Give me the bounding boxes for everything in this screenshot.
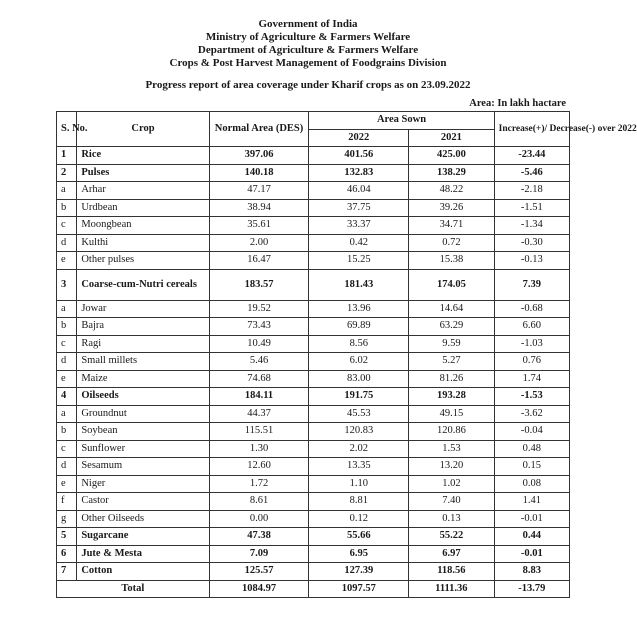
row-crop: Castor [77, 493, 209, 511]
row-normal-area: 184.11 [209, 388, 309, 406]
row-area-2022: 8.81 [309, 493, 409, 511]
row-sno: 1 [57, 147, 77, 165]
row-change: 6.60 [494, 318, 569, 336]
row-normal-area: 38.94 [209, 199, 309, 217]
row-area-2021: 48.22 [409, 182, 495, 200]
row-change: 0.48 [494, 440, 569, 458]
area-unit-note: Area: In lakh hactare [469, 98, 566, 109]
table-row [57, 475, 570, 493]
table-row [57, 405, 570, 423]
total-normal-area: 1084.97 [209, 580, 309, 598]
row-crop: Rice [77, 147, 209, 165]
row-change: -1.03 [494, 335, 569, 353]
row-area-2022: 191.75 [309, 388, 409, 406]
row-normal-area: 5.46 [209, 353, 309, 371]
row-sno: 6 [57, 545, 77, 563]
row-area-2021: 15.38 [409, 252, 495, 270]
row-sno: 4 [57, 388, 77, 406]
header-government: Government of India [258, 18, 358, 30]
row-area-2021: 5.27 [409, 353, 495, 371]
row-change: -1.34 [494, 217, 569, 235]
table-row [57, 423, 570, 441]
row-normal-area: 73.43 [209, 318, 309, 336]
row-area-2021: 7.40 [409, 493, 495, 511]
row-normal-area: 12.60 [209, 458, 309, 476]
row-change: -0.04 [494, 423, 569, 441]
table-row [57, 234, 570, 252]
row-area-2022: 1.10 [309, 475, 409, 493]
table-row [57, 217, 570, 235]
row-area-2021: 55.22 [409, 528, 495, 546]
row-normal-area: 74.68 [209, 370, 309, 388]
row-change: -0.30 [494, 234, 569, 252]
table-row [57, 252, 570, 270]
total-label: Total [57, 580, 210, 598]
row-normal-area: 115.51 [209, 423, 309, 441]
total-area-2021: 1111.36 [409, 580, 495, 598]
row-area-2022: 132.83 [309, 164, 409, 182]
row-crop: Urdbean [77, 199, 209, 217]
table-row [57, 147, 570, 165]
row-area-2021: 13.20 [409, 458, 495, 476]
row-area-2022: 83.00 [309, 370, 409, 388]
row-area-2022: 401.56 [309, 147, 409, 165]
row-crop: Arhar [77, 182, 209, 200]
row-change: 8.83 [494, 563, 569, 581]
row-change: -2.18 [494, 182, 569, 200]
row-sno: f [57, 493, 77, 511]
row-change: 0.76 [494, 353, 569, 371]
row-area-2022: 37.75 [309, 199, 409, 217]
row-sno: d [57, 234, 77, 252]
table-row [57, 388, 570, 406]
row-crop: Ragi [77, 335, 209, 353]
row-crop: Kulthi [77, 234, 209, 252]
table-row [57, 182, 570, 200]
row-crop: Maize [77, 370, 209, 388]
row-sno: b [57, 318, 77, 336]
row-area-2022: 55.66 [309, 528, 409, 546]
row-sno: g [57, 510, 77, 528]
header-division: Crops & Post Harvest Management of Foodgrains Division [169, 57, 447, 69]
kharif-area-table [56, 111, 637, 598]
row-change: 1.74 [494, 370, 569, 388]
row-sno: 2 [57, 164, 77, 182]
row-change: -0.01 [494, 510, 569, 528]
row-sno: d [57, 353, 77, 371]
row-area-2021: 81.26 [409, 370, 495, 388]
row-area-2022: 0.12 [309, 510, 409, 528]
row-normal-area: 183.57 [209, 269, 309, 300]
header-crop: Crop [77, 112, 209, 147]
row-change: -0.68 [494, 300, 569, 318]
table-row [57, 335, 570, 353]
row-crop: Groundnut [77, 405, 209, 423]
row-sno: d [57, 458, 77, 476]
row-sno: b [57, 199, 77, 217]
row-sno: c [57, 335, 77, 353]
row-area-2022: 45.53 [309, 405, 409, 423]
row-area-2021: 118.56 [409, 563, 495, 581]
row-area-2021: 425.00 [409, 147, 495, 165]
row-normal-area: 397.06 [209, 147, 309, 165]
total-area-2022: 1097.57 [309, 580, 409, 598]
row-area-2022: 13.35 [309, 458, 409, 476]
row-change: 7.39 [494, 269, 569, 300]
row-crop: Small millets [77, 353, 209, 371]
row-area-2021: 6.97 [409, 545, 495, 563]
row-crop: Cotton [77, 563, 209, 581]
row-crop: Soybean [77, 423, 209, 441]
table-row [57, 318, 570, 336]
row-area-2021: 9.59 [409, 335, 495, 353]
row-area-2021: 0.13 [409, 510, 495, 528]
row-crop: Oilseeds [77, 388, 209, 406]
row-area-2022: 8.56 [309, 335, 409, 353]
row-area-2022: 6.95 [309, 545, 409, 563]
row-sno: b [57, 423, 77, 441]
row-area-2022: 127.39 [309, 563, 409, 581]
table-row [57, 370, 570, 388]
row-sno: e [57, 370, 77, 388]
row-crop: Other pulses [77, 252, 209, 270]
table-row [57, 300, 570, 318]
row-normal-area: 140.18 [209, 164, 309, 182]
header-sno: S. No. [57, 112, 77, 147]
table-row [57, 199, 570, 217]
row-area-2021: 39.26 [409, 199, 495, 217]
row-normal-area: 7.09 [209, 545, 309, 563]
row-area-2022: 15.25 [309, 252, 409, 270]
table-header-row [57, 112, 570, 130]
row-area-2022: 33.37 [309, 217, 409, 235]
row-crop: Other Oilseeds [77, 510, 209, 528]
row-normal-area: 16.47 [209, 252, 309, 270]
row-area-2022: 46.04 [309, 182, 409, 200]
row-change: 1.41 [494, 493, 569, 511]
table-row [57, 164, 570, 182]
table-total-row [57, 580, 570, 598]
row-change: -0.01 [494, 545, 569, 563]
row-crop: Sugarcane [77, 528, 209, 546]
row-change: -1.53 [494, 388, 569, 406]
row-area-2021: 34.71 [409, 217, 495, 235]
row-crop: Pulses [77, 164, 209, 182]
total-change: -13.79 [494, 580, 569, 598]
row-sno: e [57, 475, 77, 493]
table-row [57, 269, 570, 300]
row-change: 0.44 [494, 528, 569, 546]
document-header [0, 18, 616, 92]
header-department: Department of Agriculture & Farmers Welfare [197, 44, 419, 56]
row-sno: a [57, 300, 77, 318]
row-sno: 3 [57, 269, 77, 300]
row-crop: Moongbean [77, 217, 209, 235]
header-ministry: Ministry of Agriculture & Farmers Welfare [205, 31, 411, 43]
row-change: 0.15 [494, 458, 569, 476]
row-area-2022: 0.42 [309, 234, 409, 252]
row-crop: Jowar [77, 300, 209, 318]
row-area-2021: 1.02 [409, 475, 495, 493]
report-title: Progress report of area coverage under Kharif crops as on 23.09.2022 [145, 79, 471, 91]
table-row [57, 510, 570, 528]
row-normal-area: 47.38 [209, 528, 309, 546]
row-normal-area: 1.30 [209, 440, 309, 458]
row-normal-area: 44.37 [209, 405, 309, 423]
row-change: -3.62 [494, 405, 569, 423]
row-crop: Niger [77, 475, 209, 493]
row-crop: Sesamum [77, 458, 209, 476]
table-row [57, 493, 570, 511]
table-row [57, 563, 570, 581]
row-area-2021: 0.72 [409, 234, 495, 252]
row-sno: a [57, 182, 77, 200]
row-area-2022: 181.43 [309, 269, 409, 300]
table-body [57, 147, 570, 598]
row-normal-area: 8.61 [209, 493, 309, 511]
header-change: Increase(+)/ Decrease(-) over 2022 [494, 112, 569, 147]
table-row [57, 528, 570, 546]
row-area-2021: 1.53 [409, 440, 495, 458]
row-change: 0.08 [494, 475, 569, 493]
row-area-2021: 120.86 [409, 423, 495, 441]
table-row [57, 458, 570, 476]
row-area-2021: 193.28 [409, 388, 495, 406]
row-normal-area: 10.49 [209, 335, 309, 353]
header-normal-area: Normal Area (DES) [209, 112, 309, 147]
row-area-2021: 14.64 [409, 300, 495, 318]
row-crop: Jute & Mesta [77, 545, 209, 563]
row-normal-area: 125.57 [209, 563, 309, 581]
header-year-2021: 2021 [409, 129, 495, 147]
row-area-2021: 49.15 [409, 405, 495, 423]
table-row [57, 440, 570, 458]
row-area-2022: 6.02 [309, 353, 409, 371]
table-row [57, 353, 570, 371]
row-normal-area: 35.61 [209, 217, 309, 235]
row-normal-area: 19.52 [209, 300, 309, 318]
row-sno: 7 [57, 563, 77, 581]
row-change: -1.51 [494, 199, 569, 217]
row-sno: c [57, 440, 77, 458]
row-area-2022: 13.96 [309, 300, 409, 318]
row-area-2021: 63.29 [409, 318, 495, 336]
row-sno: c [57, 217, 77, 235]
row-normal-area: 2.00 [209, 234, 309, 252]
row-change: -0.13 [494, 252, 569, 270]
row-normal-area: 47.17 [209, 182, 309, 200]
row-sno: e [57, 252, 77, 270]
row-area-2021: 174.05 [409, 269, 495, 300]
row-crop: Coarse-cum-Nutri cereals [77, 269, 209, 300]
row-area-2022: 120.83 [309, 423, 409, 441]
header-area-sown: Area Sown [309, 112, 494, 130]
header-year-2022: 2022 [309, 129, 409, 147]
row-area-2022: 69.89 [309, 318, 409, 336]
row-change: -5.46 [494, 164, 569, 182]
row-crop: Sunflower [77, 440, 209, 458]
row-normal-area: 0.00 [209, 510, 309, 528]
table-row [57, 545, 570, 563]
row-change: -23.44 [494, 147, 569, 165]
row-normal-area: 1.72 [209, 475, 309, 493]
row-area-2021: 138.29 [409, 164, 495, 182]
row-crop: Bajra [77, 318, 209, 336]
row-sno: 5 [57, 528, 77, 546]
row-area-2022: 2.02 [309, 440, 409, 458]
row-sno: a [57, 405, 77, 423]
